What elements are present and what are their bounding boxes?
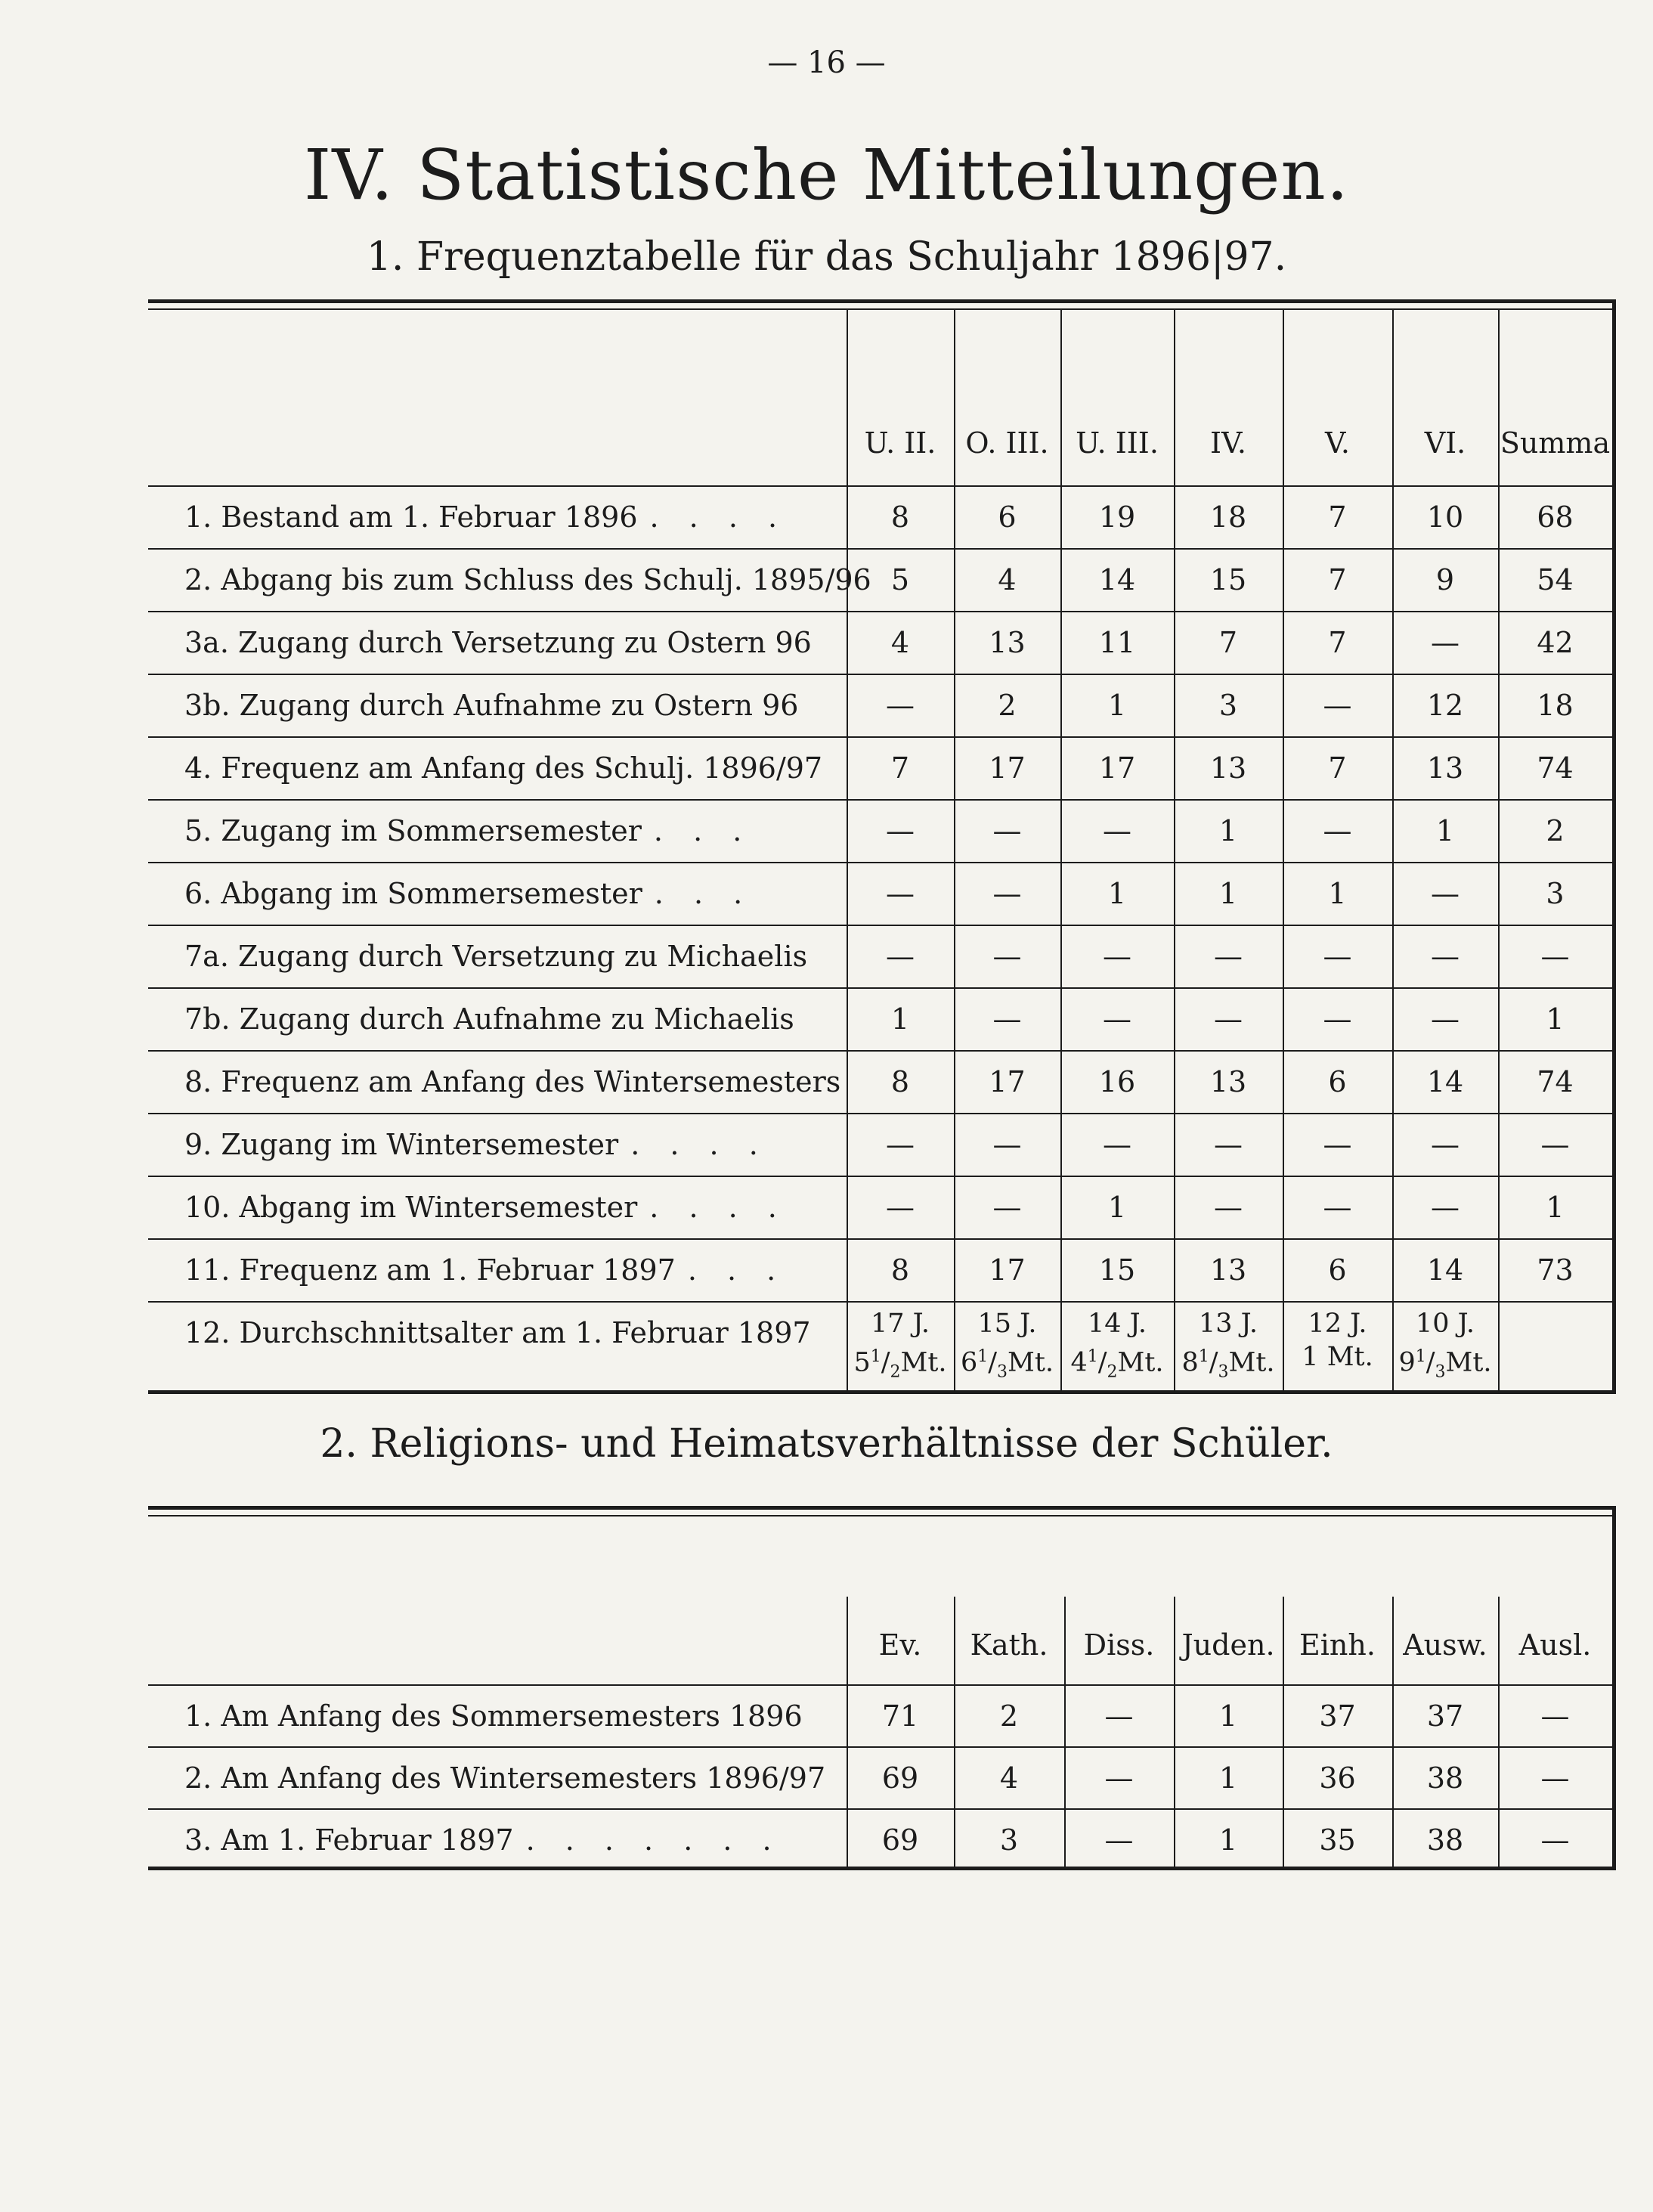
row-label-text: 10. Abgang im Wintersemester [184,1191,638,1224]
row-separator [148,736,1616,738]
table-cell: — [1431,940,1460,973]
table-cell: 36 [1319,1761,1356,1795]
table-cell: 14 [1426,1253,1464,1287]
row-label [184,814,752,847]
row-separator [148,1113,1616,1114]
row-label-text: 12. Durchschnittsalter am 1. Februar 1897 [184,1316,811,1349]
column-header: Ausw. [1403,1628,1487,1662]
table-cell: — [1214,1128,1243,1161]
row-label-text: 5. Zugang im Sommersemester [184,814,642,847]
fraction-denominator: 3 [1435,1362,1446,1382]
table-cell: — [1431,1191,1460,1224]
table-cell: 74 [1537,1065,1574,1098]
age-months-whole: 5 [853,1347,871,1378]
table-cell: 7 [1218,626,1238,659]
leader-dots: . . . . [649,1191,788,1224]
table-cell: 54 [1537,563,1574,596]
table-cell: — [886,689,915,722]
table-top-rule-inner [148,1515,1616,1516]
row-separator [148,1050,1616,1052]
table-cell: 1 [1218,1761,1238,1795]
age-cell [1283,1307,1392,1374]
age-months-whole: 9 [1398,1347,1416,1378]
table-cell: 1 [1218,1699,1238,1733]
table-cell: — [1540,940,1570,973]
table-cell: 2 [1546,814,1565,847]
table-cell: 11 [1098,626,1136,659]
table-top-rule [148,1506,1616,1510]
header-rule [148,1684,1616,1686]
table-cell: 8 [890,500,910,534]
leader-dots: . . . . . . . [525,1823,782,1857]
table-cell: — [886,1128,915,1161]
table-cell: 1 [1546,1191,1565,1224]
table2-title: 2. Religions- und Heimatsverhältnisse der Schüler. [320,1421,1333,1467]
row-label-text: 3. Am 1. Februar 1897 [184,1823,514,1857]
age-years: 15 J. [977,1309,1037,1339]
table-cell: 13 [1209,1253,1247,1287]
table-cell: 7 [1328,626,1347,659]
table-cell: 1 [1218,814,1238,847]
age-unit: Mt. [1008,1347,1054,1378]
column-header: U. III. [1076,426,1159,460]
main-title: IV. Statistische Mitteilungen. [304,135,1349,215]
column-divider [1392,308,1394,1394]
table-right-border [1612,299,1616,1394]
row-label-text: 1. Bestand am 1. Februar 1896 [184,500,638,534]
column-header: U. II. [864,426,936,460]
table-cell: — [1103,814,1131,847]
table-cell: 1 [1546,1002,1565,1036]
row-label [184,1699,803,1733]
age-years: 10 J. [1415,1309,1475,1339]
table-cell: 6 [998,500,1017,534]
age-cell [847,1307,954,1389]
leader-dots: . . . . [630,1128,769,1161]
leader-dots: . . . [653,814,753,847]
row-label-text: 6. Abgang im Sommersemester [184,877,642,910]
table-cell: — [1431,1002,1460,1036]
table-cell: 10 [1426,500,1464,534]
table-cell: 12 [1426,689,1464,722]
table-cell: 7 [1328,500,1347,534]
age-unit: Mt. [900,1347,947,1378]
table-cell: — [1214,1002,1243,1036]
table-cell: 18 [1537,689,1574,722]
table-cell: 42 [1537,626,1574,659]
table-cell: — [992,1002,1022,1036]
row-label [184,1128,769,1161]
column-header: Juden. [1181,1628,1275,1662]
table-cell: 13 [1209,751,1247,785]
table-cell: 71 [881,1699,919,1733]
row-label [184,1002,794,1036]
fraction-numerator: 1 [870,1347,881,1366]
row-label [184,1761,825,1795]
table-cell: 7 [890,751,910,785]
column-header: Diss. [1083,1628,1155,1662]
row-separator [148,611,1616,612]
table-top-rule-inner [148,308,1616,310]
row-label-text: 7a. Zugang durch Versetzung zu Michaelis [184,940,808,973]
table-cell: 17 [989,1253,1026,1287]
table-cell: 14 [1426,1065,1464,1098]
table-bottom-rule [148,1390,1616,1394]
column-header: V. [1325,426,1350,460]
leader-dots: . . . . [649,500,788,534]
table-cell: 35 [1319,1823,1356,1857]
frequency-table [148,299,1616,1394]
table-cell: — [1103,940,1131,973]
row-label [184,1191,788,1224]
table-cell: — [1323,940,1352,973]
table-cell: 69 [881,1761,919,1795]
table-cell: — [886,940,915,973]
table-cell: — [1104,1823,1134,1857]
table-cell: — [1104,1699,1134,1733]
table-cell: — [1431,626,1460,659]
row-label-text: 3b. Zugang durch Aufnahme zu Ostern 96 [184,689,799,722]
table-cell: 73 [1537,1253,1574,1287]
table-cell: — [1540,1699,1570,1733]
row-label [184,1823,782,1857]
row-separator [148,1808,1616,1810]
row-label [184,940,807,973]
table-cell: — [1323,1002,1352,1036]
table-cell: — [1540,1761,1570,1795]
table-cell: — [1540,1128,1570,1161]
column-header: Summa [1500,426,1611,460]
row-separator [148,925,1616,926]
age-months: $8^1/_3Mt$. [1181,1347,1275,1382]
row-separator [148,548,1616,550]
column-header: Ev. [878,1628,922,1662]
table-cell: 7 [1328,563,1347,596]
table-cell: 4 [890,626,910,659]
table-cell: — [1323,689,1352,722]
column-header: Kath. [970,1628,1048,1662]
age-years: 14 J. [1087,1309,1147,1339]
table-cell: 2 [998,689,1017,722]
table-cell: — [1103,1002,1131,1036]
table-cell: — [992,877,1022,910]
table-cell: 16 [1098,1065,1136,1098]
age-unit: Mt. [1445,1347,1492,1378]
table-cell: — [1431,877,1460,910]
table-cell: — [992,1191,1022,1224]
table-cell: — [1104,1761,1134,1795]
table-cell: 2 [999,1699,1019,1733]
table-cell: 74 [1537,751,1574,785]
table-cell: 13 [1426,751,1464,785]
age-months: $6^1/_3Mt$. [960,1347,1054,1382]
page-number: — 16 — [767,45,886,80]
table-top-rule [148,299,1616,303]
table-cell: 1 [1218,1823,1238,1857]
table-cell: 15 [1098,1253,1136,1287]
row-separator [148,862,1616,863]
table-cell: 13 [1209,1065,1247,1098]
leader-dots: . . . [654,877,754,910]
table-cell: 3 [1546,877,1565,910]
table-cell: 15 [1209,563,1247,596]
row-label-text: 3a. Zugang durch Versetzung zu Ostern 96 [184,626,812,659]
fraction-numerator: 1 [1415,1347,1426,1366]
religion-table [148,1506,1616,1870]
row-separator [148,674,1616,675]
row-label [184,1065,840,1098]
table-cell: — [1431,1128,1460,1161]
table-cell: 4 [998,563,1017,596]
table-cell: 6 [1328,1065,1347,1098]
age-months: $4^1/_2Mt$. [1070,1347,1164,1382]
age-unit: Mt. [1228,1347,1275,1378]
table-cell: 1 [890,1002,910,1036]
table-cell: 1 [1328,877,1347,910]
table-cell: — [1214,1191,1243,1224]
table-right-border [1612,1506,1616,1870]
fraction-denominator: 3 [997,1362,1008,1382]
table-cell: 37 [1426,1699,1464,1733]
age-months-whole: 4 [1070,1347,1088,1378]
column-header: VI. [1424,426,1466,460]
table-cell: 17 [1098,751,1136,785]
column-divider [1283,308,1284,1394]
table-cell: — [1540,1823,1570,1857]
table1-title: 1. Frequenztabelle für das Schuljahr 1896|97. [366,234,1287,280]
table-cell: 3 [1218,689,1238,722]
table-cell: — [992,1128,1022,1161]
row-label [184,1253,786,1287]
table-cell: 1 [1435,814,1455,847]
row-separator [148,1301,1616,1303]
table-cell: — [992,940,1022,973]
row-label [184,626,812,659]
table-cell: — [992,814,1022,847]
table-cell: 7 [1328,751,1347,785]
fraction-denominator: 3 [1218,1362,1229,1382]
age-months: $5^1/_2Mt$. [853,1347,947,1382]
column-header: O. III. [965,426,1049,460]
age-unit: Mt. [1326,1342,1373,1372]
table-cell: 1 [1218,877,1238,910]
row-label-text: 2. Abgang bis zum Schluss des Schulj. 1895/96 [184,563,871,596]
row-label [184,751,822,785]
table-cell: 14 [1098,563,1136,596]
column-header: IV. [1210,426,1246,460]
age-months-whole: 1 [1302,1342,1319,1372]
column-divider [1174,308,1175,1394]
column-divider [1498,308,1500,1394]
row-label-text: 7b. Zugang durch Aufnahme zu Michaelis [184,1002,794,1036]
table-cell: — [886,877,915,910]
table-bottom-rule [148,1867,1616,1870]
table-cell: — [886,1191,915,1224]
age-cell [1060,1307,1174,1389]
fraction-denominator: 2 [1107,1362,1118,1382]
table-cell: 1 [1107,1191,1127,1224]
column-divider [847,308,848,1394]
column-divider [954,308,955,1394]
table-cell: 19 [1098,500,1136,534]
table-cell: 8 [890,1065,910,1098]
table-cell: 38 [1426,1823,1464,1857]
fraction-numerator: 1 [1198,1347,1209,1366]
age-unit: Mt. [1117,1347,1164,1378]
table-cell: 1 [1107,689,1127,722]
table-cell: 9 [1435,563,1455,596]
row-separator [148,987,1616,989]
row-label [184,1316,811,1349]
row-label [184,877,753,910]
column-divider [1060,308,1062,1394]
row-separator [148,799,1616,801]
table-cell: 8 [890,1253,910,1287]
row-label-text: 8. Frequenz am Anfang des Wintersemesters [184,1065,841,1098]
age-years: 17 J. [870,1309,930,1339]
table-cell: — [1323,1128,1352,1161]
row-label-text: 4. Frequenz am Anfang des Schulj. 1896/97 [184,751,823,785]
table-cell: 69 [881,1823,919,1857]
age-cell [1174,1307,1283,1389]
table-cell: 6 [1328,1253,1347,1287]
age-years: 12 J. [1308,1309,1367,1339]
table-cell: 17 [989,1065,1026,1098]
row-separator [148,1176,1616,1177]
header-rule [148,485,1616,487]
table-cell: — [886,814,915,847]
age-months-whole: 6 [960,1347,978,1378]
table-cell: 18 [1209,500,1247,534]
row-label [184,500,788,534]
fraction-numerator: 1 [1087,1347,1098,1366]
age-cell [954,1307,1060,1389]
table-cell: 5 [890,563,910,596]
table-cell: — [1323,814,1352,847]
age-months-whole: 8 [1181,1347,1199,1378]
table-cell: — [1214,940,1243,973]
age-months [1283,1340,1392,1374]
fraction-denominator: 2 [890,1362,901,1382]
column-header: Ausl. [1518,1628,1592,1662]
table-cell: 3 [999,1823,1019,1857]
table-cell: — [1103,1128,1131,1161]
table-cell: 13 [989,626,1026,659]
table-cell: 1 [1107,877,1127,910]
table-cell: 4 [999,1761,1019,1795]
row-separator [148,1746,1616,1748]
table-cell: 17 [989,751,1026,785]
table-cell: 37 [1319,1699,1356,1733]
table-cell: — [1323,1191,1352,1224]
row-label-text: 11. Frequenz am 1. Februar 1897 [184,1253,676,1287]
fraction-numerator: 1 [977,1347,989,1366]
age-cell [1392,1307,1498,1389]
column-header: Einh. [1299,1628,1376,1662]
row-separator [148,1238,1616,1240]
row-label-text: 9. Zugang im Wintersemester [184,1128,619,1161]
row-label [184,563,871,596]
row-label [184,689,798,722]
table-cell: 68 [1537,500,1574,534]
age-months: $9^1/_3Mt$. [1398,1347,1492,1382]
leader-dots: . . . [687,1253,787,1287]
row-label-text: 1. Am Anfang des Sommersemesters 1896 [184,1699,803,1733]
row-label-text: 2. Am Anfang des Wintersemesters 1896/97 [184,1761,826,1795]
table-cell: 38 [1426,1761,1464,1795]
age-years: 13 J. [1198,1309,1258,1339]
